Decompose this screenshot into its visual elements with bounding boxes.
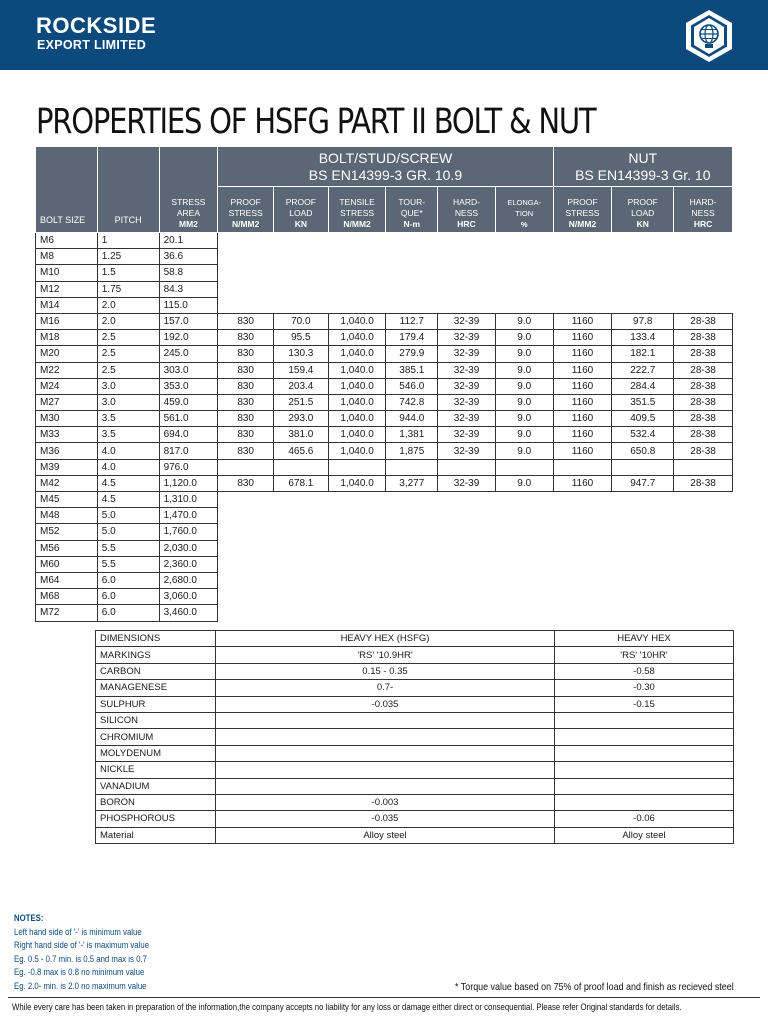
cell-ts: 1,040.0 (328, 330, 386, 346)
cell-area: 353.0 (159, 378, 218, 394)
empty-cell (218, 556, 733, 572)
table-row (36, 508, 733, 524)
cell-pitch: 3.5 (97, 427, 159, 443)
cell-tq: 1,875 (386, 443, 438, 459)
cell-pitch: 3.0 (97, 378, 159, 394)
cell-size: M64 (36, 572, 98, 588)
cell-size: M27 (36, 394, 98, 410)
composition-bolt (216, 778, 555, 794)
composition-label: DIMENSIONS (96, 631, 216, 647)
composition-label: BORON (96, 794, 216, 810)
cell-pitch: 2.5 (97, 330, 159, 346)
composition-nut (555, 794, 734, 810)
cell-size: M30 (36, 411, 98, 427)
note-line: Eg. -0.8 max is 0.8 no minimum value (14, 967, 145, 978)
cell-ps: 830 (218, 330, 274, 346)
table-row (36, 249, 733, 265)
composition-row (96, 663, 734, 679)
cell-ts: 1,040.0 (328, 346, 386, 362)
cell-area: 561.0 (159, 411, 218, 427)
cell-size: M16 (36, 313, 98, 329)
cell-tq: 3,277 (386, 475, 438, 491)
cell-hd: 32-39 (438, 346, 496, 362)
table-row (36, 281, 733, 297)
cell-npl: 409.5 (612, 411, 674, 427)
cell-el: 9.0 (495, 362, 553, 378)
cell-ts: 1,040.0 (328, 475, 386, 491)
cell-area: 1,760.0 (159, 524, 218, 540)
table-row (36, 459, 733, 475)
composition-row (96, 778, 734, 794)
cell-nhd: 28-38 (674, 394, 733, 410)
cell-nhd: 28-38 (674, 346, 733, 362)
cell-area: 1,310.0 (159, 492, 218, 508)
header-bar (0, 0, 768, 70)
cell-size: M56 (36, 540, 98, 556)
cell-hd: 32-39 (438, 330, 496, 346)
cell-pitch: 1.25 (97, 249, 159, 265)
cell-nhd: 28-38 (674, 475, 733, 491)
cell-pl: 70.0 (274, 313, 329, 329)
cell-pitch: 6.0 (97, 572, 159, 588)
cell-pl: 251.5 (274, 394, 329, 410)
note-line: Left hand side of '-' is minimum value (14, 926, 142, 938)
cell-el: 9.0 (495, 394, 553, 410)
composition-label: CARBON (96, 663, 216, 679)
composition-bolt: 0.7- (216, 680, 555, 696)
cell-pitch: 3.0 (97, 394, 159, 410)
bolt-properties-table (35, 146, 733, 622)
cell-pitch: 5.0 (97, 524, 159, 540)
cell-el: 9.0 (495, 427, 553, 443)
cell-ts: 1,040.0 (328, 378, 386, 394)
cell-nps: 1160 (553, 394, 612, 410)
cell-size: M52 (36, 524, 98, 540)
note-line: Eg. 0.5 - 0.7 min. is 0.5 and max is 0.7 (14, 953, 147, 965)
composition-label: NICKLE (96, 762, 216, 778)
cell-size: M8 (36, 249, 98, 265)
empty-cell (218, 297, 733, 313)
cell-npl: 284.4 (612, 378, 674, 394)
cell-area: 2,680.0 (159, 572, 218, 588)
table-row (36, 330, 733, 346)
col-nut-proof-load: PROOF LOAD KN (612, 187, 674, 233)
composition-row (96, 647, 734, 663)
table-row (36, 411, 733, 427)
cell-ps: 830 (218, 378, 274, 394)
table-row (36, 394, 733, 410)
cell-ps: 830 (218, 475, 274, 491)
cell-nhd: 28-38 (674, 411, 733, 427)
cell-el: 9.0 (495, 346, 553, 362)
cell-size: M6 (36, 233, 98, 249)
cell-area: 303.0 (159, 362, 218, 378)
table-row (36, 443, 733, 459)
col-tensile-stress: TENSILE STRESS N/MM2 (328, 187, 386, 233)
composition-nut (555, 729, 734, 745)
cell-area: 694.0 (159, 427, 218, 443)
composition-bolt (216, 729, 555, 745)
cell-npl: 947.7 (612, 475, 674, 491)
cell-pitch: 2.0 (97, 313, 159, 329)
composition-label: PHOSPHOROUS (96, 811, 216, 827)
composition-label: CHROMIUM (96, 729, 216, 745)
table-row (36, 475, 733, 491)
cell-area: 192.0 (159, 330, 218, 346)
table-row (36, 492, 733, 508)
globe-hexagon-icon (683, 8, 735, 64)
cell-nps: 1160 (553, 330, 612, 346)
composition-row (96, 745, 734, 761)
cell-tq: 1,381 (386, 427, 438, 443)
cell-npl: 133.4 (612, 330, 674, 346)
cell-hd: 32-39 (438, 411, 496, 427)
empty-cell (218, 281, 733, 297)
cell-hd: 32-39 (438, 362, 496, 378)
cell-size: M24 (36, 378, 98, 394)
cell-ps: 830 (218, 411, 274, 427)
cell-npl: 182.1 (612, 346, 674, 362)
cell-size: M22 (36, 362, 98, 378)
cell-nhd: 28-38 (674, 313, 733, 329)
footer-divider (8, 997, 760, 998)
cell-size: M36 (36, 443, 98, 459)
group-bolt: BOLT/STUD/SCREW BS EN14399-3 GR. 10.9 (218, 147, 553, 187)
disclaimer: While every care has been taken in preparation of the information,the company accepts no liability for any loss or damage either direct or consequential. Please refer Original standards for details. (12, 1002, 682, 1013)
cell-nhd: 28-38 (674, 443, 733, 459)
cell-ps: 830 (218, 427, 274, 443)
torque-footnote: * Torque value based on 75% of proof load and finish as recieved steel (455, 981, 734, 993)
composition-bolt: 'RS' '10.9HR' (216, 647, 555, 663)
cell-area: 3,460.0 (159, 605, 218, 621)
composition-row (96, 729, 734, 745)
empty-cell (218, 492, 733, 508)
cell-hd (438, 459, 496, 475)
cell-nps (553, 459, 612, 475)
cell-pitch: 1 (97, 233, 159, 249)
composition-bolt (216, 712, 555, 728)
cell-area: 1,120.0 (159, 475, 218, 491)
cell-area: 2,360.0 (159, 556, 218, 572)
cell-nhd (674, 459, 733, 475)
cell-nps: 1160 (553, 475, 612, 491)
composition-label: MOLYDENUM (96, 745, 216, 761)
cell-ps: 830 (218, 362, 274, 378)
cell-pl: 130.3 (274, 346, 329, 362)
composition-bolt: -0.003 (216, 794, 555, 810)
cell-nhd: 28-38 (674, 378, 733, 394)
cell-area: 459.0 (159, 394, 218, 410)
composition-nut: -0.30 (555, 680, 734, 696)
composition-row (96, 762, 734, 778)
cell-npl: 97.8 (612, 313, 674, 329)
cell-pl (274, 459, 329, 475)
cell-hd: 32-39 (438, 443, 496, 459)
composition-nut: Alloy steel (555, 827, 734, 843)
cell-el: 9.0 (495, 475, 553, 491)
cell-size: M14 (36, 297, 98, 313)
composition-bolt: Alloy steel (216, 827, 555, 843)
table-row (36, 362, 733, 378)
empty-cell (218, 265, 733, 281)
cell-pitch: 2.5 (97, 346, 159, 362)
cell-hd: 32-39 (438, 475, 496, 491)
cell-tq: 279.9 (386, 346, 438, 362)
cell-ps (218, 459, 274, 475)
cell-size: M42 (36, 475, 98, 491)
table-row (36, 378, 733, 394)
page-title: PROPERTIES OF HSFG PART II BOLT & NUT (36, 102, 596, 142)
cell-nps: 1160 (553, 411, 612, 427)
cell-area: 20.1 (159, 233, 218, 249)
cell-tq: 112.7 (386, 313, 438, 329)
cell-pitch: 1.75 (97, 281, 159, 297)
cell-el: 9.0 (495, 378, 553, 394)
cell-pitch: 4.5 (97, 475, 159, 491)
cell-tq: 385.1 (386, 362, 438, 378)
cell-pitch: 5.5 (97, 540, 159, 556)
cell-nps: 1160 (553, 427, 612, 443)
cell-pitch: 4.0 (97, 459, 159, 475)
col-stress-area: STRESS AREA MM2 (159, 147, 218, 233)
composition-nut: -0.15 (555, 696, 734, 712)
cell-pitch: 2.0 (97, 297, 159, 313)
empty-cell (218, 605, 733, 621)
cell-hd: 32-39 (438, 313, 496, 329)
cell-pitch: 2.5 (97, 362, 159, 378)
cell-area: 58.8 (159, 265, 218, 281)
col-bolt-size: BOLT SIZE (36, 147, 98, 233)
composition-row (96, 794, 734, 810)
table-row (36, 346, 733, 362)
cell-ps: 830 (218, 394, 274, 410)
table-row (36, 605, 733, 621)
cell-tq: 179.4 (386, 330, 438, 346)
composition-nut: 'RS' '10HR' (555, 647, 734, 663)
empty-cell (218, 249, 733, 265)
cell-area: 157.0 (159, 313, 218, 329)
table-row (36, 313, 733, 329)
cell-tq: 944.0 (386, 411, 438, 427)
cell-ps: 830 (218, 313, 274, 329)
cell-area: 817.0 (159, 443, 218, 459)
col-pitch: PITCH (97, 147, 159, 233)
composition-bolt (216, 745, 555, 761)
note-line: Eg. 2.0- min. is 2.0 no maximum value (14, 980, 147, 992)
composition-nut (555, 712, 734, 728)
cell-ts: 1,040.0 (328, 411, 386, 427)
cell-pitch: 4.0 (97, 443, 159, 459)
composition-nut (555, 745, 734, 761)
cell-hd: 32-39 (438, 378, 496, 394)
empty-cell (218, 540, 733, 556)
composition-nut (555, 778, 734, 794)
brand-name: ROCKSIDE (36, 13, 157, 38)
cell-ts: 1,040.0 (328, 362, 386, 378)
cell-pl: 95.5 (274, 330, 329, 346)
cell-area: 115.0 (159, 297, 218, 313)
composition-row (96, 631, 734, 647)
table-row (36, 524, 733, 540)
table-row (36, 233, 733, 249)
cell-pl: 381.0 (274, 427, 329, 443)
table-row (36, 427, 733, 443)
cell-ps: 830 (218, 346, 274, 362)
cell-el: 9.0 (495, 443, 553, 459)
composition-label: MANAGENESE (96, 680, 216, 696)
cell-size: M48 (36, 508, 98, 524)
composition-bolt: 0.15 - 0.35 (216, 663, 555, 679)
cell-area: 2,030.0 (159, 540, 218, 556)
cell-ts: 1,040.0 (328, 394, 386, 410)
cell-ts: 1,040.0 (328, 443, 386, 459)
empty-cell (218, 572, 733, 588)
composition-nut (555, 762, 734, 778)
brand-subtitle: EXPORT LIMITED (37, 38, 147, 52)
col-proof-load: PROOF LOAD KN (274, 187, 329, 233)
cell-npl: 532.4 (612, 427, 674, 443)
cell-el: 9.0 (495, 330, 553, 346)
composition-label: MARKINGS (96, 647, 216, 663)
cell-pitch: 6.0 (97, 605, 159, 621)
col-nut-proof-stress: PROOF STRESS N/MM2 (553, 187, 612, 233)
cell-pl: 159.4 (274, 362, 329, 378)
cell-pl: 678.1 (274, 475, 329, 491)
cell-hd: 32-39 (438, 394, 496, 410)
cell-size: M60 (36, 556, 98, 572)
col-nut-hardness: HARD- NESS HRC (674, 187, 733, 233)
composition-row (96, 827, 734, 843)
col-elongation: ELONGA- TION % (495, 187, 553, 233)
notes-heading: NOTES: (14, 913, 44, 924)
cell-area: 245.0 (159, 346, 218, 362)
composition-bolt: HEAVY HEX (HSFG) (216, 631, 555, 647)
cell-size: M33 (36, 427, 98, 443)
composition-row (96, 680, 734, 696)
cell-nps: 1160 (553, 313, 612, 329)
cell-area: 84.3 (159, 281, 218, 297)
table-row (36, 265, 733, 281)
cell-ps: 830 (218, 443, 274, 459)
cell-area: 1,470.0 (159, 508, 218, 524)
cell-pitch: 5.5 (97, 556, 159, 572)
cell-size: M20 (36, 346, 98, 362)
cell-pitch: 3.5 (97, 411, 159, 427)
cell-tq: 546.0 (386, 378, 438, 394)
col-torque: TOUR- QUE* N-m (386, 187, 438, 233)
cell-ts: 1,040.0 (328, 313, 386, 329)
composition-label: SILICON (96, 712, 216, 728)
cell-size: M12 (36, 281, 98, 297)
cell-npl (612, 459, 674, 475)
cell-pitch: 5.0 (97, 508, 159, 524)
composition-label: SULPHUR (96, 696, 216, 712)
note-line: Right hand side of '-' is maximum value (14, 940, 150, 951)
cell-size: M39 (36, 459, 98, 475)
composition-bolt: -0.035 (216, 811, 555, 827)
empty-cell (218, 589, 733, 605)
empty-cell (218, 508, 733, 524)
col-hardness: HARD- NESS HRC (438, 187, 496, 233)
cell-npl: 650.8 (612, 443, 674, 459)
cell-el: 9.0 (495, 313, 553, 329)
cell-area: 36.6 (159, 249, 218, 265)
cell-area: 976.0 (159, 459, 218, 475)
notes-block (14, 912, 149, 993)
cell-nhd: 28-38 (674, 362, 733, 378)
cell-pitch: 6.0 (97, 589, 159, 605)
empty-cell (218, 233, 733, 249)
cell-pitch: 1.5 (97, 265, 159, 281)
cell-pl: 293.0 (274, 411, 329, 427)
cell-tq: 742.8 (386, 394, 438, 410)
cell-ts: 1,040.0 (328, 427, 386, 443)
composition-table (95, 630, 734, 844)
empty-cell (218, 524, 733, 540)
composition-bolt: -0.035 (216, 696, 555, 712)
cell-size: M68 (36, 589, 98, 605)
cell-npl: 222.7 (612, 362, 674, 378)
cell-tq (386, 459, 438, 475)
cell-size: M45 (36, 492, 98, 508)
cell-nps: 1160 (553, 378, 612, 394)
cell-el (495, 459, 553, 475)
composition-label: VANADIUM (96, 778, 216, 794)
table-row (36, 540, 733, 556)
composition-bolt (216, 762, 555, 778)
composition-row (96, 696, 734, 712)
cell-pitch: 4.5 (97, 492, 159, 508)
cell-hd: 32-39 (438, 427, 496, 443)
composition-nut: HEAVY HEX (555, 631, 734, 647)
cell-pl: 465.6 (274, 443, 329, 459)
cell-nps: 1160 (553, 443, 612, 459)
col-proof-stress: PROOF STRESS N/MM2 (218, 187, 274, 233)
composition-row (96, 712, 734, 728)
cell-nps: 1160 (553, 346, 612, 362)
cell-ts (328, 459, 386, 475)
composition-label: Material (96, 827, 216, 843)
composition-nut: -0.58 (555, 663, 734, 679)
cell-el: 9.0 (495, 411, 553, 427)
cell-nhd: 28-38 (674, 330, 733, 346)
composition-nut: -0.06 (555, 811, 734, 827)
cell-size: M72 (36, 605, 98, 621)
cell-pl: 203.4 (274, 378, 329, 394)
cell-size: M18 (36, 330, 98, 346)
cell-size: M10 (36, 265, 98, 281)
table-row (36, 297, 733, 313)
table-row (36, 589, 733, 605)
table-row (36, 556, 733, 572)
cell-nhd: 28-38 (674, 427, 733, 443)
composition-row (96, 811, 734, 827)
table-row (36, 572, 733, 588)
cell-npl: 351.5 (612, 394, 674, 410)
cell-area: 3,060.0 (159, 589, 218, 605)
group-nut: NUT BS EN14399-3 Gr. 10 (553, 147, 732, 187)
cell-nps: 1160 (553, 362, 612, 378)
